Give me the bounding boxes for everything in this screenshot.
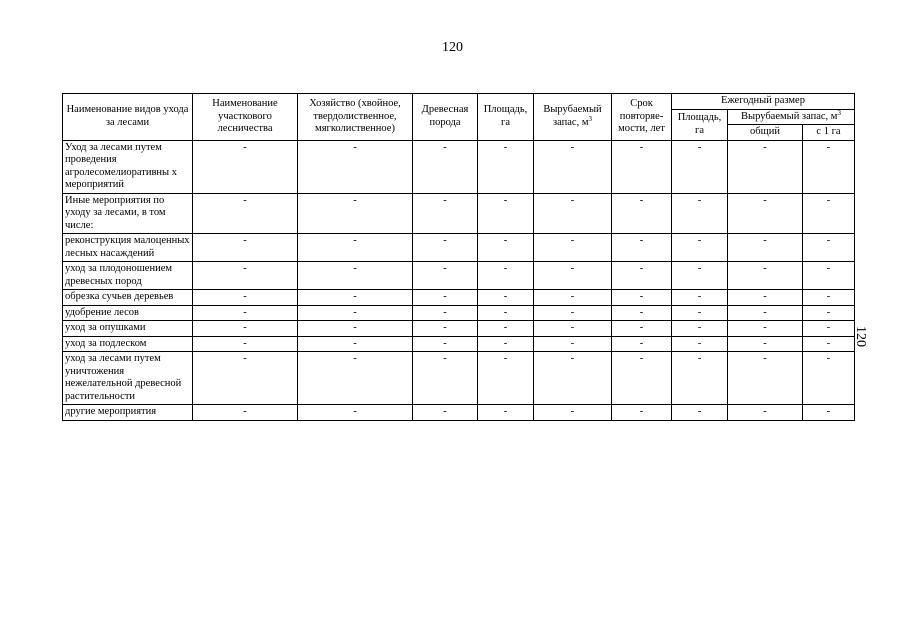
row-name: Уход за лесами путем проведения агролесомелиоративны х мероприятий xyxy=(63,140,193,193)
table-cell: - xyxy=(478,336,534,352)
table-cell: - xyxy=(534,262,612,290)
table-row xyxy=(63,305,855,321)
table-body xyxy=(63,140,855,420)
row-name: другие мероприятия xyxy=(63,405,193,421)
table-cell: - xyxy=(728,234,803,262)
table-cell: - xyxy=(534,321,612,337)
table-cell: - xyxy=(478,140,534,193)
header-annual: Ежегодный размер xyxy=(672,94,855,110)
table-cell: - xyxy=(534,193,612,234)
table-cell: - xyxy=(612,262,672,290)
table-cell: - xyxy=(193,321,298,337)
table-cell: - xyxy=(534,290,612,306)
row-name: уход за лесами путем уничтожения нежелательной древесной растительности xyxy=(63,352,193,405)
table-cell: - xyxy=(803,405,855,421)
forest-care-table xyxy=(62,93,855,421)
header-per-ha: с 1 га xyxy=(803,125,855,141)
table-row xyxy=(63,290,855,306)
table-row xyxy=(63,321,855,337)
table-row xyxy=(63,262,855,290)
table-cell: - xyxy=(193,193,298,234)
table-cell: - xyxy=(803,234,855,262)
table-cell: - xyxy=(803,290,855,306)
table-cell: - xyxy=(728,140,803,193)
row-name: уход за опушками xyxy=(63,321,193,337)
row-name: обрезка сучьев деревьев xyxy=(63,290,193,306)
header-kind: Наименование видов ухода за лесами xyxy=(63,94,193,141)
row-name: уход за плодоношением древесных пород xyxy=(63,262,193,290)
table-cell: - xyxy=(413,405,478,421)
table-cell: - xyxy=(728,305,803,321)
table-cell: - xyxy=(413,321,478,337)
table-cell: - xyxy=(612,352,672,405)
row-name: Иные мероприятия по уходу за лесами, в том числе: xyxy=(63,193,193,234)
table-cell: - xyxy=(413,262,478,290)
table-cell: - xyxy=(672,336,728,352)
table-cell: - xyxy=(193,305,298,321)
table-cell: - xyxy=(193,336,298,352)
table-cell: - xyxy=(672,352,728,405)
table-cell: - xyxy=(298,193,413,234)
page-number: 120 xyxy=(442,40,463,55)
table-cell: - xyxy=(728,352,803,405)
table-cell: - xyxy=(298,321,413,337)
table-cell: - xyxy=(612,336,672,352)
table-cell: - xyxy=(478,290,534,306)
table-cell: - xyxy=(298,234,413,262)
table-cell: - xyxy=(534,234,612,262)
table-row xyxy=(63,193,855,234)
table-cell: - xyxy=(534,305,612,321)
table-cell: - xyxy=(298,405,413,421)
table-cell: - xyxy=(612,140,672,193)
table-cell: - xyxy=(413,290,478,306)
table-cell: - xyxy=(672,405,728,421)
table-cell: - xyxy=(803,262,855,290)
table-cell: - xyxy=(534,405,612,421)
table-cell: - xyxy=(534,352,612,405)
table-cell: - xyxy=(298,305,413,321)
table-cell: - xyxy=(298,140,413,193)
table-cell: - xyxy=(672,305,728,321)
header-district: Наименование участкового лесничества xyxy=(193,94,298,141)
table-cell: - xyxy=(612,305,672,321)
table-cell: - xyxy=(298,262,413,290)
table-cell: - xyxy=(478,193,534,234)
table-cell: - xyxy=(728,336,803,352)
table-cell: - xyxy=(672,234,728,262)
header-area: Площадь, га xyxy=(478,94,534,141)
table-cell: - xyxy=(413,140,478,193)
table-cell: - xyxy=(534,336,612,352)
table-cell: - xyxy=(672,140,728,193)
table-cell: - xyxy=(672,262,728,290)
row-name: уход за подлеском xyxy=(63,336,193,352)
table-row xyxy=(63,140,855,193)
table-cell: - xyxy=(478,305,534,321)
table-cell: - xyxy=(478,262,534,290)
table-cell: - xyxy=(478,405,534,421)
table-cell: - xyxy=(534,140,612,193)
table-cell: - xyxy=(478,234,534,262)
header-economy: Хозяйство (хвойное, твердолиственное, мягколиственное) xyxy=(298,94,413,141)
table-cell: - xyxy=(413,234,478,262)
table-cell: - xyxy=(413,193,478,234)
table-cell: - xyxy=(298,290,413,306)
header-annual-stock: Вырубаемый запас, $м^3$ xyxy=(728,109,855,125)
table-cell: - xyxy=(803,336,855,352)
table-cell: - xyxy=(193,262,298,290)
table-cell: - xyxy=(728,193,803,234)
row-name: удобрение лесов xyxy=(63,305,193,321)
table-cell: - xyxy=(803,140,855,193)
table-cell: - xyxy=(728,321,803,337)
table-row xyxy=(63,234,855,262)
table-cell: - xyxy=(413,352,478,405)
table-cell: - xyxy=(413,305,478,321)
table-cell: - xyxy=(193,405,298,421)
table-row xyxy=(63,405,855,421)
table-cell: - xyxy=(728,405,803,421)
table-cell: - xyxy=(298,336,413,352)
header-annual-area: Площадь, га xyxy=(672,109,728,140)
table-cell: - xyxy=(612,234,672,262)
table-cell: - xyxy=(478,321,534,337)
header-species: Древесная порода xyxy=(413,94,478,141)
table-cell: - xyxy=(672,321,728,337)
header-stock: Вырубаемый запас, $м^3$ xyxy=(534,94,612,141)
table-row xyxy=(63,336,855,352)
table-cell: - xyxy=(803,321,855,337)
table-cell: - xyxy=(478,352,534,405)
table-cell: - xyxy=(612,321,672,337)
table-cell: - xyxy=(193,234,298,262)
header-repeat: Срок повторяе-мости, лет xyxy=(612,94,672,141)
table-cell: - xyxy=(612,193,672,234)
table-cell: - xyxy=(413,336,478,352)
table-cell: - xyxy=(728,262,803,290)
table-cell: - xyxy=(803,352,855,405)
table-cell: - xyxy=(193,352,298,405)
table-cell: - xyxy=(193,140,298,193)
table-cell: - xyxy=(672,193,728,234)
table-cell: - xyxy=(803,193,855,234)
header-total: общий xyxy=(728,125,803,141)
table-cell: - xyxy=(193,290,298,306)
table-cell: - xyxy=(672,290,728,306)
table-cell: - xyxy=(728,290,803,306)
table-cell: - xyxy=(803,305,855,321)
table-row xyxy=(63,352,855,405)
table-cell: - xyxy=(612,290,672,306)
table-cell: - xyxy=(612,405,672,421)
side-page-number: 120 xyxy=(853,326,868,347)
row-name: реконструкция малоценных лесных насаждений xyxy=(63,234,193,262)
table-cell: - xyxy=(298,352,413,405)
